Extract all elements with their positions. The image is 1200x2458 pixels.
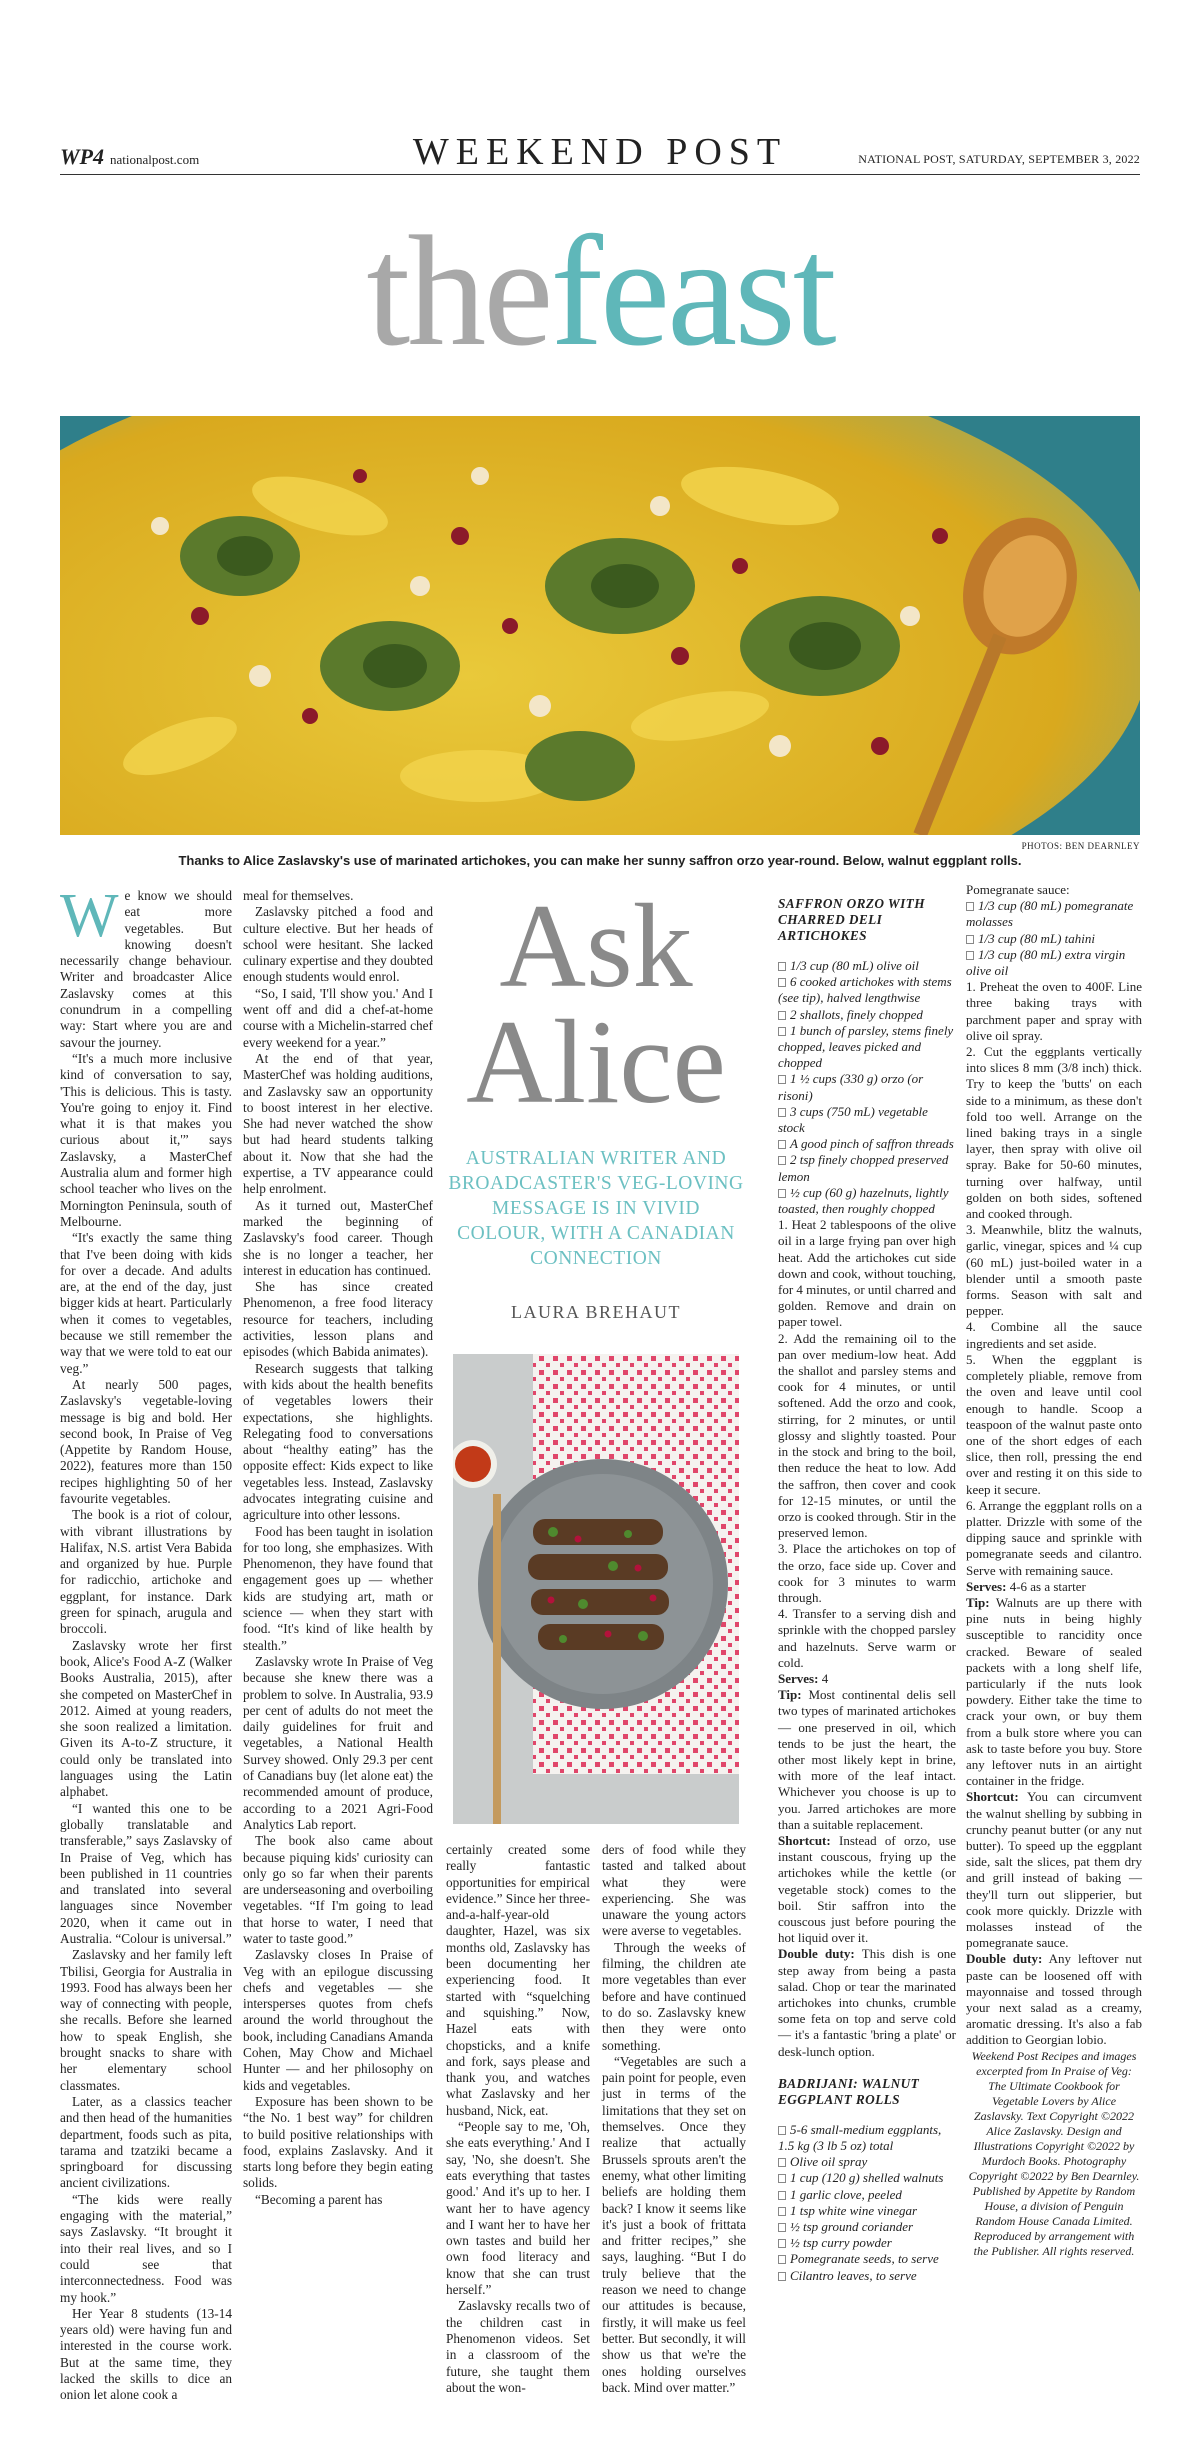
ingredient-text: 1 tsp white wine vinegar	[790, 2202, 918, 2218]
ingredient	[778, 2251, 956, 2267]
ingredient-text: 1/3 cup (80 mL) extra virgin olive oil	[966, 946, 1126, 979]
ingredient-text: 2 shallots, finely chopped	[790, 1006, 923, 1022]
paragraph: The book also came about because piquing kids' curiosity can only go so far when their parents are underseasoning and overboiling vegetables. “If I'm going to lead that horse to water, I need that water to taste good.”	[243, 1833, 433, 1946]
bullet-square-icon	[778, 2223, 786, 2232]
bullet-square-icon	[778, 1189, 786, 1198]
paragraph: Food has been taught in isolation for too long, she emphasizes. With Phenomenon, they have found that engagement goes up — whether kids are studying art, math or science — when they start with food. “It's kind of like health by stealth.”	[243, 1523, 433, 1653]
ingredient-text: 1 ½ cups (330 g) orzo (or risoni)	[778, 1071, 924, 1103]
headline-line-1: Ask	[499, 879, 693, 1012]
paragraph: ders of food while they tasted and talked about what they were experiencing. She was unaware the young actors were averse to vegetables.	[602, 1842, 746, 1939]
bullet-square-icon	[778, 2191, 786, 2200]
ingredient	[778, 1104, 956, 1136]
bullet-square-icon	[778, 1156, 786, 1165]
paragraph: Zaslavsky closes In Praise of Veg with an epilogue discussing chefs and vegetables — she intersperses quotes from chefs around the world throughout the book, including Canadians Amanda Cohen, May Chow and Michael Hunter — and her philosophy on kids and vegetables.	[243, 1947, 433, 2093]
article-column-3	[446, 1842, 590, 2396]
step: 1. Preheat the oven to 400F. Line three baking trays with parchment paper and spray with olive oil spray.	[966, 979, 1142, 1043]
serves-label: Serves:	[966, 1578, 1007, 1594]
ingredient	[966, 947, 1142, 979]
paragraph: Zaslavsky recalls two of the children cast in Phenomenon videos. Set in a classroom of the future, she taught them about the won-	[446, 2298, 590, 2395]
serves-value: 4	[821, 1670, 829, 1686]
folio-number: WP4	[60, 144, 104, 169]
ingredient	[778, 974, 956, 1006]
double-duty-label: Double duty:	[966, 1951, 1043, 1967]
ingredient-text: 1/3 cup (80 mL) pomegranate molasses	[966, 898, 1134, 930]
double-duty	[778, 1946, 956, 2059]
deck: AUSTRALIAN WRITER AND BROADCASTER'S VEG-LOVING MESSAGE IS IN VIVID COLOUR, WITH A CANADIAN CONNECTION	[448, 1148, 744, 1269]
eggplant-rolls-photo	[453, 1354, 739, 1824]
ingredient-text: Olive oil spray	[790, 2154, 868, 2170]
byline: LAURA BREHAUT	[510, 1302, 681, 1322]
paragraph: As it turned out, MasterChef marked the beginning of Zaslavsky's food career. Though she is no longer a teacher, her interest in education has continued.	[243, 1197, 433, 1278]
tip-label: Tip:	[966, 1594, 990, 1610]
photo-credit: PHOTOS: BEN DEARNLEY	[1021, 841, 1140, 851]
bullet-square-icon	[778, 2239, 786, 2248]
step: 2. Add the remaining oil to the pan over medium-low heat. Add the shallot and parsley stems and cook for 4 minutes, or until softened. Add the orzo and cook, stirring, for 2 minutes, or until glossy and slightly toasted. Pour in the stock and bring to the boil, then reduce the heat to low. Add the saffron, then cover and cook for 12-15 minutes, or until the orzo is cooked through. Stir in the preserved lemon.	[778, 1330, 956, 1541]
paragraph: At the end of that year, MasterChef was holding auditions, and Zaslavsky saw an opportunity to boost interest in her elective. She had never watched the show but had heard students talking about it. Now that she had the expertise, a TV appearance could help enrolment.	[243, 1050, 433, 1197]
paragraph: “Becoming a parent has	[255, 2191, 383, 2207]
drop-cap: W	[60, 882, 119, 950]
step: 4. Transfer to a serving dish and sprinkle with the chopped parsley and hazelnuts. Serve warm or cold.	[778, 1606, 956, 1670]
ingredient-text: 1 garlic clove, peeled	[790, 2186, 902, 2202]
recipe-saffron-orzo	[778, 896, 956, 2284]
paragraph: “It's exactly the same thing that I've been doing with kids for over a decade. And adults are, at the end of the day, just bigger kids at heart. Particularly when it comes to vegetables, because we still remember the way that we were told to eat our veg.”	[60, 1230, 232, 1376]
ingredient-text: ½ tsp curry powder	[790, 2235, 892, 2251]
serves	[778, 1671, 956, 1687]
paragraph: “Vegetables are such a pain point for people, even just in terms of the limitations that they set on themselves. Once they realize that actually Brussels sprouts aren't the enemy, what other limiting beliefs are holding them back? I know it seems like it's just a book of frittata and fritter recipes,” she says, laughing. “But I do truly believe that the reason we need to change our attitudes is because, firstly, it will make us feel better. But secondly, it will show us that we're the ones holding ourselves back. Mind over matter.”	[602, 2053, 746, 2395]
ingredient	[778, 1071, 956, 1103]
ingredient	[778, 2203, 956, 2219]
hero-photo-saffron-orzo	[60, 416, 1140, 835]
headline	[446, 879, 746, 1128]
paragraph: Zaslavsky pitched a food and culture elective. But her heads of school were hesitant. She lacked culinary expertise and they doubted enough students would enrol.	[243, 904, 433, 985]
double-duty-text: This dish is one step away from being a pasta salad. Chop or tear the marinated artichokes into chunks, crumble some feta on top and serve cold — it's a fantastic 'bring a plate' or desk-lunch option.	[778, 1946, 956, 2059]
shortcut-text: You can circumvent the walnut shelling by subbing in crunchy peanut butter (or any nut butter). To speed up the eggplant side, salt the slices, pat them dry and grill instead of baking — they'll turn out slipperier, but cook more quickly. Drizzle with molasses instead of the pomegranate sauce.	[966, 1789, 1142, 1951]
ingredient	[778, 2154, 956, 2170]
paragraph: Zaslavsky wrote In Praise of Veg because she knew there was a problem to solve. In Australia, 93.9 per cent of adults do not meet the daily guidelines for fruit and vegetables, a National Health Survey showed. Only 29.3 per cent of Canadians buy (let alone eat) the recommended amount of produce, according to a 2021 Agri-Food Analytics Lab report.	[243, 1653, 433, 1832]
bullet-square-icon	[966, 951, 974, 960]
bullet-square-icon	[778, 962, 786, 971]
bullet-square-icon	[778, 2255, 786, 2264]
ingredient-text: 1/3 cup (80 mL) olive oil	[790, 958, 919, 973]
step: 4. Combine all the sauce ingredients and set aside.	[966, 1319, 1142, 1351]
ingredient-text: 1/3 cup (80 mL) tahini	[978, 930, 1095, 946]
bullet-square-icon	[966, 935, 974, 944]
ingredient	[966, 931, 1142, 947]
masthead-the: the	[366, 204, 551, 379]
recipe-title: SAFFRON ORZO WITH CHARRED DELI ARTICHOKES	[778, 896, 925, 943]
serves	[966, 1579, 1142, 1595]
ingredient-text: 1 cup (120 g) shelled walnuts	[790, 2170, 944, 2186]
recipe-badrijani	[966, 882, 1142, 2259]
article-column-1	[60, 882, 232, 2404]
tip	[778, 1687, 956, 1833]
ingredient-text: 1 bunch of parsley, stems finely chopped, leaves picked and chopped	[778, 1022, 954, 1071]
paragraph: “The kids were really engaging with the material,” says Zaslavsky. “It brought it into their real lives, and so I could see that interconnectedness. Food was my hook.”	[60, 2191, 232, 2305]
masthead	[0, 202, 1200, 382]
ingredient-text: ½ cup (60 g) hazelnuts, lightly toasted, then roughly chopped	[778, 1184, 949, 1217]
paragraph: At nearly 500 pages, Zaslavsky's vegetable-loving message is big and bold. Her second book, In Praise of Veg (Appetite by Random House, 2022), features more than 150 recipes highlighting 50 of her favourite vegetables.	[60, 1376, 232, 1506]
ingredient-text: Pomegranate seeds, to serve	[790, 2251, 939, 2267]
paragraph: “It's a much more inclusive kind of conversation to say, 'This is delicious. This is tasty. You're going to enjoy it. Find what it is that makes you curious about it,'” says Zaslavsky, a MasterChef Australia alum and former high school teacher who lives on the Mornington Peninsula, south of Melbourne.	[60, 1050, 232, 1229]
double-duty-text: Any leftover nut paste can be loosened off with mayonnaise and tossed through your next salad as a creamy, aromatic dressing. It's also a fab addition to Georgian lobio.	[966, 1951, 1142, 2048]
paragraph: Through the weeks of filming, the children ate more vegetables than ever before and have continued to do so. Zaslavsky knew then they were onto something.	[602, 1939, 746, 2053]
bullet-square-icon	[778, 1011, 786, 1020]
step: 3. Place the artichokes on top of the orzo, face side up. Cover and cook for 3 minutes to warm through.	[778, 1541, 956, 1605]
ingredient-text: 3 cups (750 mL) vegetable stock	[778, 1103, 928, 1136]
ingredient-text: 2 tsp finely chopped preserved lemon	[778, 1152, 949, 1184]
ingredient	[778, 958, 956, 974]
bullet-square-icon	[778, 1075, 786, 1084]
bullet-square-icon	[778, 2126, 786, 2135]
book-credit: Weekend Post Recipes and images excerpted from In Praise of Veg: The Ultimate Cookbook for Vegetable Lovers by Alice Zaslavsky. Text Copyright ©2022 Alice Zaslavsky. Design and Illustrations Copyright ©2022 by Murdoch Books. Photography Copyright ©2022 by Ben Dearnley. Published by Appetite by Random House, a division of Penguin Random House Canada Limited. Reproduced by arrangement with the Publisher. All rights reserved.	[968, 2048, 1140, 2258]
paragraph: Zaslavsky and her family left Tbilisi, Georgia for Australia in 1993. Food has always been her way of connecting with people, she recalls. Before she learned how to speak English, she brought snacks to share with her elementary school classmates.	[60, 1947, 232, 2093]
header-rule	[60, 174, 1140, 175]
bullet-square-icon	[966, 902, 974, 911]
step: 2. Cut the eggplants vertically into slices 8 mm (3/8 inch) thick. Try to keep the 'butts' on each side to a minimum, as these don't fold too well. Arrange on the lined baking trays in a single layer, then spray with olive oil spray. Bake for 50-60 minutes, turning over halfway, until golden on both sides, softened and cooked through.	[966, 1044, 1142, 1222]
ingredient-text: A good pinch of saffron threads	[790, 1136, 954, 1152]
ingredient	[778, 2219, 956, 2235]
bullet-square-icon	[778, 2272, 786, 2281]
paragraph: She has since created Phenomenon, a free food literacy resource for teachers, including activities, lesson plans and episodes (which Babida animates).	[243, 1279, 433, 1360]
paragraph: The book is a riot of colour, with vibrant illustrations by Halifax, N.S. artist Vera Babida and organized by hue. Purple for radicchio, artichoke and eggplant, for instance. Dark green for spinach, arugula and broccoli.	[60, 1507, 232, 1637]
shortcut-text: Instead of orzo, use instant couscous, frying up the artichokes while the kettle (or vegetable stock) comes to the boil. Stir saffron into the couscous just before pouring the hot liquid over it.	[778, 1832, 956, 1946]
tip-label: Tip:	[778, 1687, 802, 1703]
paragraph: “People say to me, 'Oh, she eats everything.' And I say, 'No, she doesn't. She eats everything that tastes good.' And it's up to her. I want her to have agency and I want her to have her own tastes and build her own food literacy and know that she can trust herself.”	[446, 2119, 590, 2298]
ingredient	[778, 1023, 956, 1072]
bullet-square-icon	[778, 978, 786, 987]
ingredient-text: 6 cooked artichokes with stems (see tip), halved lengthwise	[778, 974, 952, 1006]
bullet-square-icon	[778, 1140, 786, 1149]
double-duty	[966, 1951, 1142, 2048]
tip-text: Walnuts are up there with pine nuts in being highly susceptible to rancidity once cracked. Beware of sealed packets with a long shelf life, particularly if the nuts look powdery. Either take the time to crack your own, or buy them from a bulk store where you can ask to taste before you buy. Store any leftover nuts in an airtight container in the fridge.	[966, 1594, 1143, 1789]
bullet-square-icon	[778, 2174, 786, 2183]
paragraph: meal for themselves.	[243, 888, 354, 903]
masthead-feast: feast	[550, 204, 834, 379]
double-duty-label: Double duty:	[778, 1946, 855, 1962]
paragraph: Later, as a classics teacher and then head of the humanities department, foods such as pita, tarama and tzatziki became a springboard for discussing ancient civilizations.	[60, 2093, 232, 2191]
ingredient	[778, 1007, 956, 1023]
article-column-2	[243, 888, 433, 2208]
ingredient	[778, 1136, 956, 1152]
ingredient	[778, 2235, 956, 2251]
ingredient	[778, 2170, 956, 2186]
bullet-square-icon	[778, 1027, 786, 1036]
bullet-square-icon	[778, 2158, 786, 2167]
section-title: WEEKEND POST	[412, 131, 788, 173]
paragraph: “I wanted this one to be globally translatable and transferable,” says Zaslavsky of In Praise of Veg, which has been published in 11 countries and translated into several languages since November 2020, when it came out in Australia. “Colour is universal.”	[60, 1800, 232, 1946]
ingredient-text: 5-6 small-medium eggplants, 1.5 kg (3 lb 5 oz) total	[778, 2121, 942, 2154]
bullet-square-icon	[778, 2207, 786, 2216]
paragraph: Research suggests that talking with kids about the health benefits of vegetables lowers their expectations, she highlights. Relegating food to conversations about “healthy eating” has the opposite effect: Kids expect to like vegetables less. Instead, Zaslavsky advocates integrating cuisine and agriculture into other lessons.	[243, 1360, 433, 1523]
paragraph: Zaslavsky wrote her first book, Alice's Food A-Z (Walker Books Australia, 2015), after she competed on MasterChef in 2012. Aimed at young readers, she soon realized a limitation. Given its A-to-Z structure, it could only be translated into languages using the Latin alphabet.	[60, 1637, 232, 1800]
recipe-title-badrijani: BADRIJANI: WALNUT EGGPLANT ROLLS	[778, 2075, 920, 2107]
paragraph-text: e know we should eat more vegetables. But knowing doesn't necessarily change behaviour. Writer and broadcaster Alice Zaslavsky comes at this conundrum in a compelling way: Start where you are and savour the journey.	[60, 888, 232, 1050]
step: 1. Heat 2 tablespoons of the olive oil in a large frying pan over high heat. Add the artichokes cut side down and cook, without touching, for 4 minutes, or until charred and golden. Remove and drain on paper towel.	[778, 1217, 956, 1330]
article-column-4	[602, 1842, 746, 2396]
shortcut	[778, 1833, 956, 1946]
ingredient-text: ½ tsp ground coriander	[790, 2219, 914, 2235]
ingredient	[778, 2187, 956, 2203]
ingredient	[778, 1152, 956, 1184]
serves-value: 4-6 as a starter	[1009, 1578, 1086, 1594]
serves-label: Serves:	[778, 1670, 819, 1686]
tip	[966, 1595, 1142, 1789]
ingredient-text: Cilantro leaves, to serve	[790, 2267, 917, 2283]
site-url[interactable]: nationalpost.com	[110, 152, 200, 167]
shortcut	[966, 1789, 1142, 1951]
lead-paragraph	[60, 882, 232, 1051]
ingredient	[778, 2122, 956, 2154]
headline-line-2: Alice	[466, 995, 726, 1128]
shortcut-label: Shortcut:	[966, 1789, 1019, 1805]
sauce-label: Pomegranate sauce:	[966, 882, 1070, 897]
step: 6. Arrange the eggplant rolls on a platter. Drizzle with some of the dipping sauce and sprinkle with pomegranate seeds and cilantro. Serve with remaining sauce.	[966, 1497, 1142, 1578]
paragraph: certainly created some really fantastic opportunities for empirical evidence.” Since her three-and-a-half-year-old daughter, Hazel, was six months old, Zaslavsky has been documenting her experiencing food. It started with “squelching and squishing.” Now, Hazel eats with chopsticks, and a knife and fork, says please and thank you, and watches what Zaslavsky and her husband, Nick, eat.	[446, 1842, 590, 2118]
shortcut-label: Shortcut:	[778, 1832, 831, 1848]
ingredient	[966, 898, 1142, 930]
step: 3. Meanwhile, blitz the walnuts, garlic, vinegar, spices and ¼ cup (60 mL) just-boiled water in a blender until a smooth paste forms. Season with salt and pepper.	[966, 1222, 1142, 1319]
photo-caption: Thanks to Alice Zaslavsky's use of marinated artichokes, you can make her sunny saffron orzo year-round. Below, walnut eggplant rolls.	[178, 853, 1022, 868]
ingredient	[778, 2268, 956, 2284]
bullet-square-icon	[778, 1108, 786, 1117]
ingredient	[778, 1185, 956, 1217]
step: 5. When the eggplant is completely pliable, remove from the oven and leave until cool enough to handle. Scoop a teaspoon of the walnut paste onto one of the short edges of each slice, then roll, pressing the end over and resting it on this side to keep it secure.	[966, 1351, 1142, 1497]
paragraph: “So, I said, 'I'll show you.' And I went off and did a chef-at-home course with a Michelin-starred chef every weekend for a year.”	[243, 985, 433, 1050]
paragraph: Her Year 8 students (13-14 years old) were having fun and interested in the course work. But at the same time, they lacked the skills to dice an onion let alone cook a	[60, 2305, 232, 2403]
tip-text: Most continental delis sell two types of marinated artichokes — one preserved in oil, which tends to be just the heart, the other most likely kept in brine, with more of the leaf intact. Whichever you choose is up to you. Jarred artichokes are more than a suitable replacement.	[778, 1687, 957, 1832]
paragraph: Exposure has been shown to be “the No. 1 best way” for children to build positive relationships with food, explains Zaslavsky. And it starts long before they begin eating solids.	[243, 2093, 433, 2191]
dateline: NATIONAL POST, SATURDAY, SEPTEMBER 3, 2022	[858, 152, 1140, 166]
